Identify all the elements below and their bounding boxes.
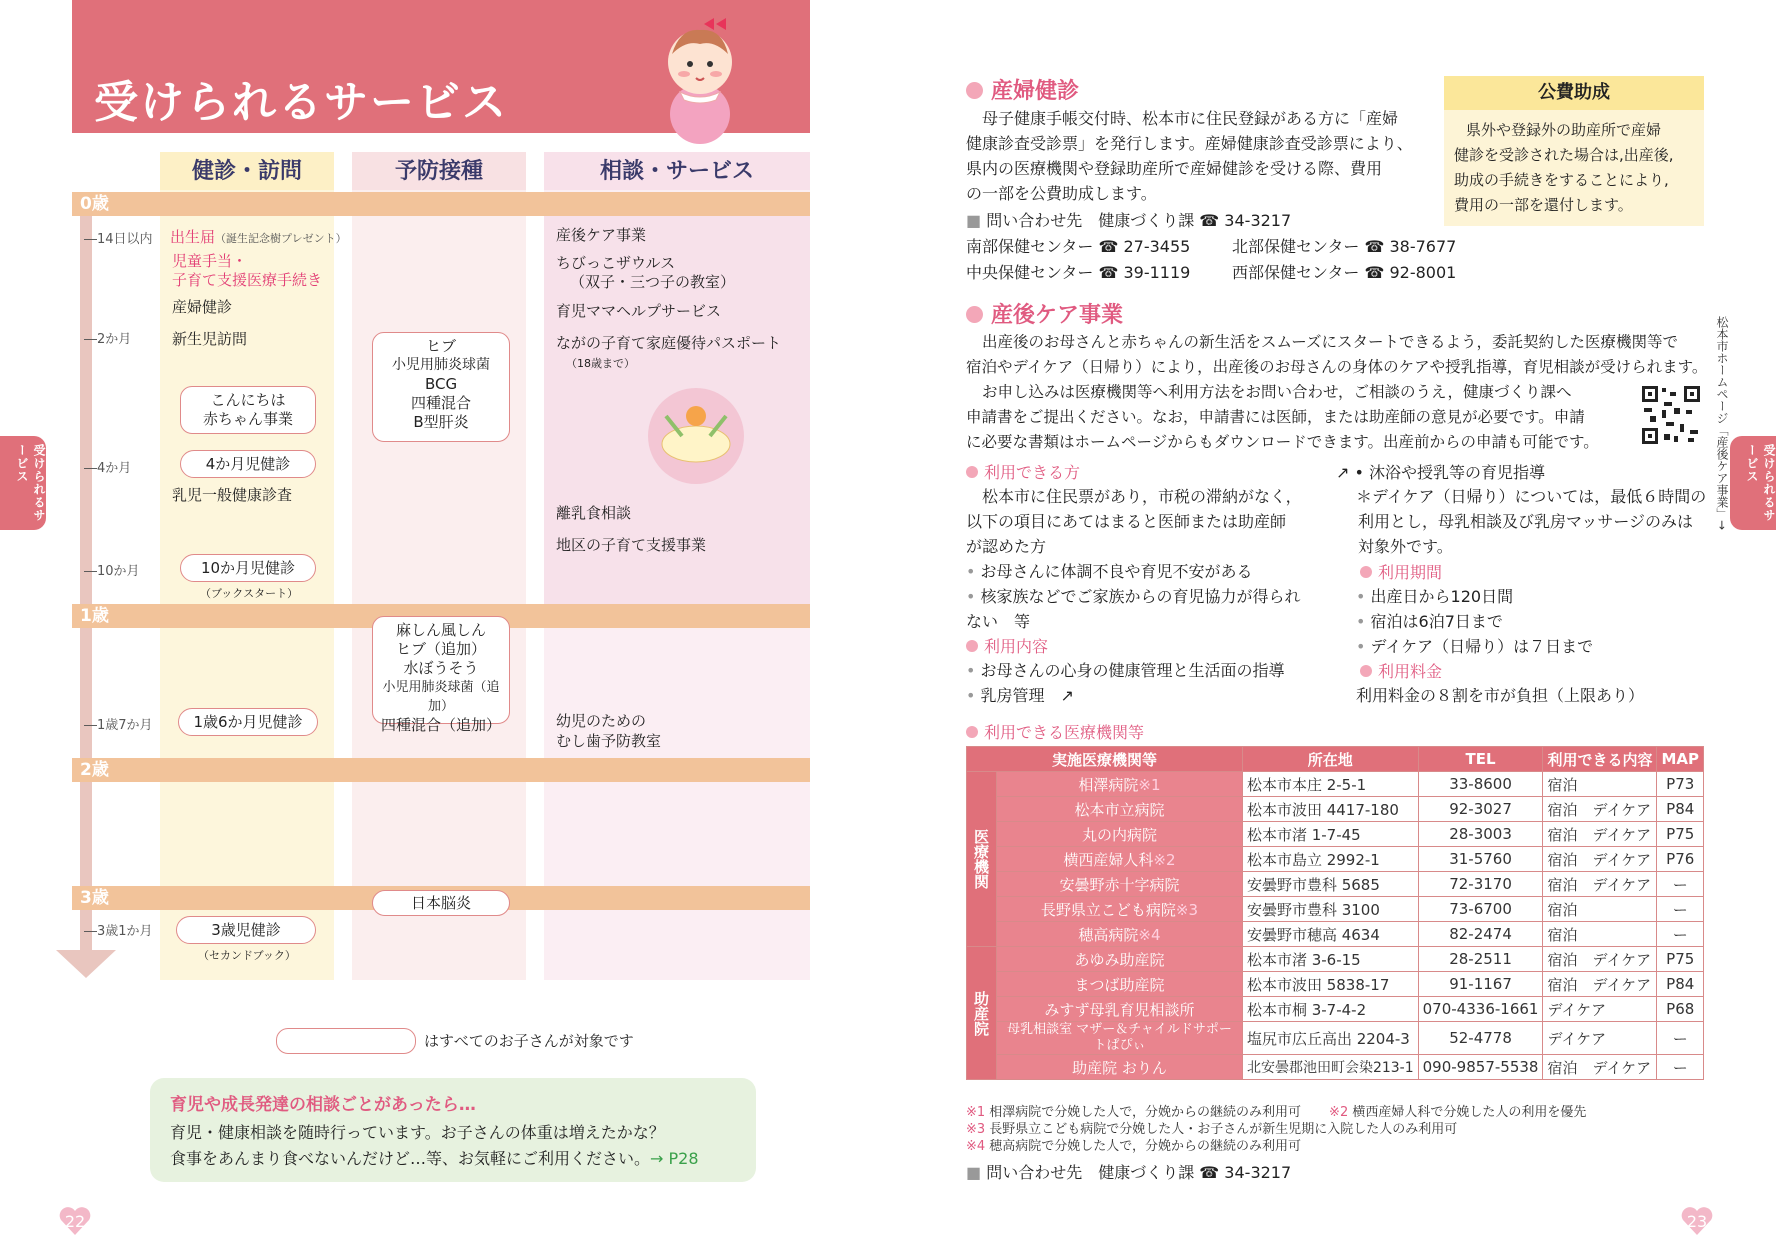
cell-institution: 助産院 おりん bbox=[997, 1055, 1243, 1080]
vaccine-group-1: ヒブ 小児用肺炎球菌 BCG 四種混合 B型肝炎 bbox=[372, 332, 510, 442]
daycare-note: ＊デイケア（日帰り）については，最低６時間の 利用とし，母乳相談及び乳房マッサージのみは 対象外です。 bbox=[1356, 487, 1707, 556]
cavity-line2: むし歯予防教室 bbox=[556, 732, 662, 750]
th-address: 所在地 bbox=[1242, 747, 1418, 772]
cell-institution: 安曇野赤十字病院 bbox=[997, 872, 1243, 897]
table-row bbox=[967, 922, 1704, 947]
hello-baby-box: こんにちは 赤ちゃん事業 bbox=[180, 386, 316, 434]
table-row bbox=[967, 847, 1704, 872]
passport-age: （18歳まで） bbox=[566, 357, 635, 370]
page-title: 受けられるサービス bbox=[94, 77, 508, 128]
cavity-line1: 幼児のための bbox=[556, 712, 647, 730]
cell-service: 宿泊 デイケア bbox=[1543, 847, 1657, 872]
cell-institution: あゆみ助産院 bbox=[997, 947, 1243, 972]
baby-illustration bbox=[640, 14, 760, 144]
japanese-encephalitis: 日本脳炎 bbox=[372, 890, 510, 916]
chibikko-line2: （双子・三つ子の教室） bbox=[570, 273, 736, 291]
cell-tel: 31-5760 bbox=[1418, 847, 1543, 872]
inquiry-2: ■ 問い合わせ先 健康づくり課 ☎ 34-3217 bbox=[966, 1163, 1292, 1182]
allowance-line2: 子育て支援医療手続き bbox=[172, 271, 323, 289]
institution-table bbox=[966, 746, 1704, 1080]
cell-service: 宿泊 デイケア bbox=[1543, 947, 1657, 972]
fee-line: 利用料金の８割を市が負担（上限あり） bbox=[1356, 686, 1645, 705]
cell-address: 松本市渚 3-6-15 bbox=[1242, 947, 1418, 972]
cell-service: 宿泊 bbox=[1543, 772, 1657, 797]
cell-service: デイケア bbox=[1543, 1022, 1657, 1055]
consult-box-line1: 育児・健康相談を随時行っています。お子さんの体重は増えたかな？ bbox=[170, 1123, 665, 1142]
cell-institution: まつば助産院 bbox=[997, 972, 1243, 997]
th-service: 利用できる内容 bbox=[1543, 747, 1657, 772]
table-row bbox=[967, 822, 1704, 847]
cell-address: 松本市島立 2992-1 bbox=[1242, 847, 1418, 872]
period-bullet-2: • 宿泊は6泊7日まで bbox=[1356, 612, 1503, 631]
cell-address: 松本市桐 3-7-4-2 bbox=[1242, 997, 1418, 1022]
th-map: MAP bbox=[1657, 747, 1704, 772]
cell-tel: 33-8600 bbox=[1418, 772, 1543, 797]
cell-map[interactable]: P84 bbox=[1657, 972, 1704, 997]
side-tab-right: 受けられるサービス bbox=[1730, 436, 1776, 530]
cell-map[interactable]: ー bbox=[1657, 922, 1704, 947]
column-vaccine bbox=[352, 190, 526, 980]
nagano-passport: ながの子育て家庭優待パスポート bbox=[556, 334, 782, 352]
category-hospital: 医療機関 bbox=[967, 772, 997, 947]
public-subsidy-title: 公費助成 bbox=[1444, 76, 1704, 110]
cell-address: 松本市本庄 2-5-1 bbox=[1242, 772, 1418, 797]
maternal-checkup: 産婦健診 bbox=[172, 298, 233, 316]
center-west: 西部保健センター ☎ 92-8001 bbox=[1232, 263, 1457, 282]
table-row bbox=[967, 947, 1704, 972]
content-title: 利用内容 bbox=[966, 634, 1048, 657]
one-six-checkup: 1歳6か月児健診 bbox=[178, 708, 318, 736]
cell-address: 安曇野市穂高 4634 bbox=[1242, 922, 1418, 947]
cell-tel: 52-4778 bbox=[1418, 1022, 1543, 1055]
second-book: （セカンドブック） bbox=[198, 949, 296, 962]
cell-address: 松本市波田 4417-180 bbox=[1242, 797, 1418, 822]
center-south: 南部保健センター ☎ 27-3455 bbox=[966, 237, 1191, 256]
cell-map[interactable]: P68 bbox=[1657, 997, 1704, 1022]
cell-service: 宿泊 デイケア bbox=[1543, 872, 1657, 897]
tick-10months: ―10か月 bbox=[84, 564, 140, 579]
table-row bbox=[967, 1022, 1704, 1055]
newborn-visit: 新生児訪問 bbox=[172, 330, 248, 348]
allowance-line1: 児童手当・ bbox=[172, 252, 248, 270]
section-postnatal-title: 産後ケア事業 bbox=[966, 298, 1123, 329]
content-bullet-3: ↗ • 沐浴や授乳等の育児指導 bbox=[1336, 463, 1546, 482]
cell-institution: 相澤病院※1 bbox=[997, 772, 1243, 797]
section-postnatal-body: 出産後のお母さんと赤ちゃんの新生活をスムーズにスタートできるよう，委託契約した医療機関等で 宿泊やデイケア（日帰り）により，出産後のお母さんの身体のケアや授乳指導，育児相談が受けられます。 お申し込みは医療機関等へ利用方法をお問い合わせ，ご相談のうえ，健康づくり課へ 申請書をご提出ください。なお，申請書には医師，または助産師の意見が必要です。申請 に必要な書類はホームページからもダウンロードできます。出産前からの申請も可能です。 bbox=[966, 333, 1708, 451]
cell-institution: 松本市立病院 bbox=[997, 797, 1243, 822]
cell-map[interactable]: P76 bbox=[1657, 847, 1704, 872]
footnotes bbox=[966, 1104, 1586, 1155]
cell-map[interactable]: ー bbox=[1657, 897, 1704, 922]
tick-2months: ―2か月 bbox=[84, 332, 132, 347]
cell-tel: 91-1167 bbox=[1418, 972, 1543, 997]
cell-address: 北安曇郡池田町会染213-1 bbox=[1242, 1055, 1418, 1080]
timeline-line bbox=[80, 214, 92, 964]
consult-box-title: 育児や成長発達の相談ごとがあったら… bbox=[170, 1095, 476, 1115]
age-bar-0: 0歳 bbox=[72, 192, 810, 216]
who-bullet-1: • お母さんに体調不良や育児不安がある bbox=[966, 562, 1253, 581]
age-bar-2: 2歳 bbox=[72, 758, 810, 782]
tick-3y1m: ―3歳1か月 bbox=[84, 924, 153, 939]
cell-tel: 28-3003 bbox=[1418, 822, 1543, 847]
center-north: 北部保健センター ☎ 38-7677 bbox=[1232, 237, 1457, 256]
cell-tel: 92-3027 bbox=[1418, 797, 1543, 822]
center-central: 中央保健センター ☎ 39-1119 bbox=[966, 263, 1191, 282]
tick-1y7m: ―1歳7か月 bbox=[84, 718, 153, 733]
who-tail: ない 等 bbox=[966, 612, 1031, 631]
cell-address: 塩尻市広丘高出 2204-3 bbox=[1242, 1022, 1418, 1055]
cell-tel: 72-3170 bbox=[1418, 872, 1543, 897]
consult-box bbox=[150, 1078, 756, 1182]
table-row bbox=[967, 772, 1704, 797]
footnote-4: ※4 穂高病院で分娩した人で，分娩からの継続のみ利用可 bbox=[966, 1139, 1302, 1154]
table-row bbox=[967, 872, 1704, 897]
table-row bbox=[967, 997, 1704, 1022]
bookstart: （ブックスタート） bbox=[200, 587, 299, 600]
cell-map[interactable]: P73 bbox=[1657, 772, 1704, 797]
local-support: 地区の子育て支援事業 bbox=[556, 536, 707, 554]
page-number-left: 22 bbox=[58, 1204, 94, 1240]
postnatal-care: 産後ケア事業 bbox=[556, 226, 647, 244]
ten-month-checkup: 10か月児健診 bbox=[180, 554, 316, 582]
cell-service: 宿泊 デイケア bbox=[1543, 822, 1657, 847]
chibikko-line1: ちびっこザウルス bbox=[556, 254, 676, 272]
cell-tel: 090-9857-5538 bbox=[1418, 1055, 1543, 1080]
period-bullet-1: • 出産日から120日間 bbox=[1356, 587, 1514, 606]
cell-service: 宿泊 bbox=[1543, 922, 1657, 947]
public-subsidy-box bbox=[1444, 76, 1704, 226]
table-header-row bbox=[967, 747, 1704, 772]
cell-institution: みすず母乳育児相談所 bbox=[997, 997, 1243, 1022]
timeline-arrow bbox=[56, 950, 116, 978]
age-bar-3: 3歳 bbox=[72, 886, 810, 910]
cell-map[interactable]: ー bbox=[1657, 1055, 1704, 1080]
fee-title: 利用料金 bbox=[1360, 659, 1442, 682]
table-row bbox=[967, 972, 1704, 997]
birth-registration: 出生届（誕生記念樹プレゼント） bbox=[170, 228, 347, 246]
infant-general-checkup: 乳児一般健康診査 bbox=[172, 486, 293, 504]
period-bullet-3: • デイケア（日帰り）は７日まで bbox=[1356, 637, 1594, 656]
homepage-vertical-note: 松本市ホームページ「産後ケア事業」→ bbox=[1715, 316, 1729, 531]
footnote-3: ※3 長野県立こども病院で分娩した人・お子さんが新生児期に入院した人のみ利用可 bbox=[966, 1122, 1458, 1137]
cell-tel: 73-6700 bbox=[1418, 897, 1543, 922]
legend-text: はすべてのお子さんが対象です bbox=[424, 1032, 634, 1050]
cell-service: 宿泊 デイケア bbox=[1543, 1055, 1657, 1080]
footnote-1: ※1 相澤病院で分娩した人で，分娩からの継続のみ利用可 ※2 横西産婦人科で分娩した人の利用を優先 bbox=[966, 1105, 1587, 1120]
mama-helper: 育児ママヘルプサービス bbox=[556, 302, 722, 320]
page-number-right: 23 bbox=[1680, 1204, 1716, 1240]
cell-map[interactable]: ー bbox=[1657, 872, 1704, 897]
cell-tel: 070-4336-1661 bbox=[1418, 997, 1543, 1022]
cell-map[interactable]: P84 bbox=[1657, 797, 1704, 822]
cell-institution: 母乳相談室 マザー＆チャイルドサポートぱぴぃ bbox=[997, 1022, 1243, 1055]
column-header-consult: 相談・サービス bbox=[544, 152, 810, 190]
cell-map[interactable]: P75 bbox=[1657, 822, 1704, 847]
inquiry-1: ■ 問い合わせ先 健康づくり課 ☎ 34-3217 bbox=[966, 211, 1292, 230]
cell-map[interactable]: ー bbox=[1657, 1022, 1704, 1055]
weaning-consult: 離乳食相談 bbox=[556, 504, 632, 522]
public-subsidy-body: 県外や登録外の助産所で産婦 健診を受診された場合は,出産後, 助成の手続きをすることにより, 費用の一部を還付します。 bbox=[1454, 121, 1674, 214]
tick-14days: ―14日以内 bbox=[84, 232, 153, 247]
baby-food-illustration bbox=[646, 386, 746, 486]
table-row bbox=[967, 1055, 1704, 1080]
category-midwife: 助産院 bbox=[967, 947, 997, 1080]
three-year-checkup: 3歳児健診 bbox=[176, 916, 316, 944]
cell-address: 松本市波田 5838-17 bbox=[1242, 972, 1418, 997]
cell-address: 松本市渚 1-7-45 bbox=[1242, 822, 1418, 847]
cell-service: 宿泊 デイケア bbox=[1543, 797, 1657, 822]
cell-institution: 横西産婦人科※2 bbox=[997, 847, 1243, 872]
column-header-vaccine: 予防接種 bbox=[352, 152, 526, 190]
side-tab-left: 受けられるサービス bbox=[0, 436, 46, 530]
qr-code[interactable] bbox=[1640, 384, 1702, 446]
cell-map[interactable]: P75 bbox=[1657, 947, 1704, 972]
cell-institution: 長野県立こども病院※3 bbox=[997, 897, 1243, 922]
content-bullet-2: • 乳房管理 ↗ bbox=[966, 686, 1074, 705]
cell-service: デイケア bbox=[1543, 997, 1657, 1022]
who-bullet-2: • 核家族などでご家族からの育児協力が得られ bbox=[966, 587, 1301, 606]
period-title: 利用期間 bbox=[1360, 560, 1442, 583]
section-maternal-title: 産婦健診 bbox=[966, 74, 1079, 105]
cell-tel: 82-2474 bbox=[1418, 922, 1543, 947]
vaccine-group-2: 麻しん風しん ヒブ（追加） 水ぼうそう 小児用肺炎球菌（追加） 四種混合（追加） bbox=[372, 616, 510, 724]
th-tel: TEL bbox=[1418, 747, 1543, 772]
cell-service: 宿泊 デイケア bbox=[1543, 972, 1657, 997]
content-bullet-1: • お母さんの心身の健康管理と生活面の指導 bbox=[966, 661, 1285, 680]
cell-institution: 穂高病院※4 bbox=[997, 922, 1243, 947]
who-body: 松本市に住民票があり，市税の滞納がなく， 以下の項目にあてはまると医師または助産師 が認めた方 bbox=[966, 487, 1302, 556]
cell-tel: 28-2511 bbox=[1418, 947, 1543, 972]
th-name: 実施医療機関等 bbox=[967, 747, 1243, 772]
table-row bbox=[967, 797, 1704, 822]
tick-4months: ―4か月 bbox=[84, 461, 132, 476]
table-title: 利用できる医療機関等 bbox=[966, 720, 1144, 743]
cell-address: 安曇野市豊科 3100 bbox=[1242, 897, 1418, 922]
p28-link[interactable]: → P28 bbox=[650, 1149, 699, 1168]
section-maternal-body: 母子健康手帳交付時、松本市に住民登録がある方に「産婦 健康診査受診票」を発行します。産婦健康診査受診票により、 県内の医療機関や登録助産所で産婦健診を受ける際、費用 の一部を公費助成します。 bbox=[966, 109, 1413, 203]
four-month-checkup: 4か月児健診 bbox=[180, 450, 316, 478]
cell-service: 宿泊 bbox=[1543, 897, 1657, 922]
cell-institution: 丸の内病院 bbox=[997, 822, 1243, 847]
table-row bbox=[967, 897, 1704, 922]
consult-box-line2: 食事をあんまり食べないんだけど…等、お気軽にご利用ください。→ P28 bbox=[170, 1149, 699, 1168]
cell-address: 安曇野市豊科 5685 bbox=[1242, 872, 1418, 897]
column-header-exam: 健診・訪問 bbox=[160, 152, 334, 190]
who-title: 利用できる方 bbox=[966, 460, 1080, 483]
age-bar-1: 1歳 bbox=[72, 604, 810, 628]
legend-pill bbox=[276, 1028, 416, 1054]
